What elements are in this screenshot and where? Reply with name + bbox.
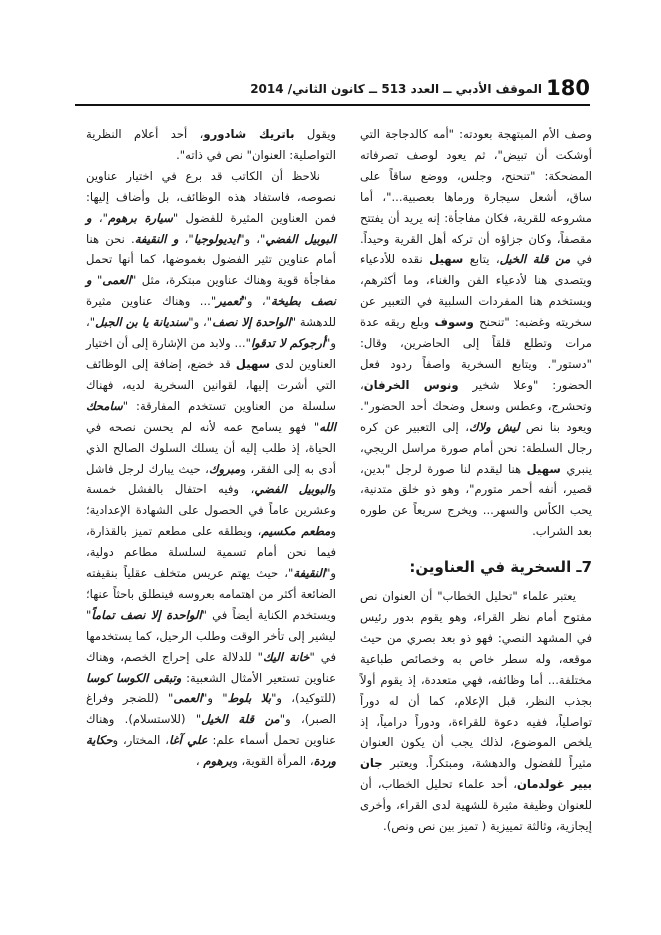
text-span: ايديولوجيا [193, 231, 240, 246]
text-span: ، يتابع [469, 252, 500, 267]
page-number: 180 [546, 76, 590, 100]
text-span: و البوبيل الفضي [86, 210, 336, 246]
text-span: ... وهناك عناوين مثيرة للدهشة " [86, 294, 337, 330]
paragraph [86, 124, 336, 166]
text-span: ، ويطلقه على مطعم تميز بالقذارة، فيما نحن أمام تسمية لسلسلة مطاعم دولية، و" [86, 524, 336, 581]
text-span: البوبيل الفضي [254, 482, 331, 497]
page-header [75, 74, 590, 106]
running-head: الموقف الأدبي ــ العدد 513 ــ كانون الثاني/ 2014 [250, 82, 542, 96]
text-span: ويقول [306, 127, 337, 141]
text-span: وتبقى الكوسا كوسا [86, 670, 182, 685]
text-span: نقده للأدعياء ويتصدى هنا لأدعياء الفن والغناء، وما أكثرهم، ويستخدم هنا المفردات السلبية في التعبير عن سخريته وغضبه: "تنحنح [360, 252, 592, 330]
text-span: ، المختار، و [112, 733, 170, 748]
text-span: سيارة برهوم [107, 210, 173, 225]
text-span: "، حيث يهتم عريس متخلف عقلياً بنقيفته الضائعة أكثر من اهتمامه بعروسه فينطلق باحثاً عنها؛ ويستخدم الكناية أيضاً في " [86, 566, 336, 622]
text-span: " فهو يسامح عمه لأنه لم يحسن نصحه في الحياة، إذ طلب إليه أن يسلك السلوك الصالح الذي أدى به إلى الفقر، و [86, 419, 336, 476]
text-span: ، إلى التعبير عن كره رجال السلطة: نحن أمام صورة مراسل الريجي، ينبري [360, 419, 593, 476]
text-span: سهيل [235, 356, 271, 371]
text-span: ، المرأة القوية، و [232, 754, 314, 769]
text-span: يعتبر علماء "تحليل الخطاب" أن العنوان نص مفتوح أمام نظر القراء، وهو يقوم بدور رئيس في المشهد النصي: فهو ذو بعد بصري من حيث موقعه، وله سطر خاص به وخصائص طباعية مختلفة... أما وظائفه، فهي متعددة، إذ يقوم أولاً بجذب النظر، قبل الإعلام، كما أن له دوراً تواصلياً، ففيه دعوة للقراءة، ودوراً درامياً، إذ يلخص الموضوع، لذلك يجب أن يكون العنوان مثيراً للفضول والدهشة، ومبتكراً. ويعتبر [360, 589, 593, 771]
text-span: ، [195, 754, 200, 769]
scholar-name: باتريك شادورو [203, 127, 295, 141]
text-span: " (للضجر وفراغ الصبر)، و" [86, 691, 336, 727]
text-span: ، حيث يبارك لرجل فاشل و [86, 461, 336, 497]
right-column [360, 124, 592, 837]
text-span: سنديانة يا بن الجبل [95, 315, 189, 330]
text-span: هنا ليقدم لنا صورة لرجل "بدين، قصير، أنفه أحمر متورم"، وهو ذو خلق متدنية، يحب الكأس والسهر... ويخرج سريعاً عن طوره بعد الشراب. [360, 461, 592, 539]
text-span: نلاحظ أن الكاتب قد برع في اختيار عناوين نصوصه، فاستفاد هذه الوظائف، بل وأضاف إليها: فمن العناوين المثيرة للفضول " [86, 168, 336, 225]
scholar-name: جان بيير غولدمان [360, 756, 592, 792]
left-column [86, 124, 336, 772]
text-span: العمى [102, 273, 132, 288]
text-span: " للدلالة على إحراج الخصم، وهناك عناوين تستعير الأمثال الشعبية: [86, 649, 336, 685]
text-span: وصف الأم المبتهجة بعودته: "أمه كالدجاجة التي أوشكت أن تبيض"، ثم يعود لوصف تصرفاته المضحكة: "تنحنح، وجلس، ووضع ساقاً على ساق، أشعل سيجارة ورماها بعصبية..."، أما مشروعه للقرية، فكان مفاجأة: إنه يريد أن يفتتح مقصفاً، وكان جزاؤه أن تركه أهل القرية وحيداً. في [360, 127, 593, 267]
text-span: . نحن هنا أمام عناوين تثير الفضول بغموضها، كما أنها تحمل مفاجأة قوية وهناك عناوين مبتكرة، مثل [86, 231, 336, 288]
emphasis: ليش ولاك [468, 419, 520, 434]
text-span: العمى [173, 691, 203, 706]
text-span: الواحدة إلا نصف تماماً [91, 607, 202, 622]
paragraph [360, 124, 592, 542]
text-span: برهوم [203, 754, 233, 769]
text-span: الواحدة إلا نصف [212, 315, 291, 330]
header-rule [75, 104, 590, 106]
text-span: ... ولابد من الإشارة إلى أن اختيار العناوين لدى [86, 336, 336, 371]
text-span: خانة اليك [262, 649, 310, 664]
character-name: وسوف [434, 315, 474, 330]
text-span: بلا بلوط [227, 691, 272, 706]
text-span: " و" [202, 691, 228, 706]
text-span: ، وفيه احتفال بالفشل خمسة وعشرين عاماً في الحصول على الشهادة الإعدادية؛ و [86, 482, 336, 539]
author-name: سهيل [429, 252, 464, 267]
emphasis: من قلة الخيل [499, 252, 571, 267]
text-span: و النقيفة [134, 231, 179, 246]
character-name: ونوس الخرفان [363, 377, 459, 392]
text-span: أرجوكم لا تدقوا [250, 336, 326, 351]
text-span: تُعمير [216, 294, 242, 309]
text-span: علي آغا [169, 733, 208, 748]
text-span: قد خضع، إضافة إلى الوظائف التي أشرت إليها، لقوانين السخرية لديه، فهناك سلسلة من العناوين تستخدم المفارقة: " [86, 356, 336, 413]
paragraph: نلاحظ أن الكاتب قد برع في اختيار عناوين نصوصه، فاستفاد هذه الوظائف، بل وأضاف إليها: فمن العناوين المثيرة للفضول "سيارة برهوم"، و البوبيل الفضي"، و"ايديولوجيا"، و النقيفة. نحن هنا أمام عناوين تثير الفضول بغموضها، كما أنها تحمل مفاجأة قوية وهناك عناوين مبتكرة، مثل "العمى" و نصف بطيخة"، و"تُعمير"... وهناك عناوين مثيرة للدهشة "الواحدة إلا نصف"، و"سنديانة يا بن الجبل"، و"أرجوكم لا تدقوا"... ولابد من الإشارة إلى أن اختيار العناوين لدى سهيل قد خضع، إضافة إلى الوظائف التي أشرت إليها، لقوانين السخرية لديه، فهناك سلسلة من العناوين تستخدم المفارقة: "سامحك الله" فهو يسامح عمه لأنه لم يحسن نصحه في الحياة، إذ طلب إليه أن يسلك السلوك الصالح الذي أدى به إلى الفقر، ومبروك، حيث يبارك لرجل فاشل والبوبيل الفضي، وفيه احتفال بالفشل خمسة وعشرين عاماً في الحصول على الشهادة الإعدادية؛ ومطعم مكسيم، ويطلقه على مطعم تميز بالقذارة، فيما نحن أمام تسمية لسلسلة مطاعم دولية، و"النقيفة"، حيث يهتم عريس متخلف عقلياً بنقيفته الضائعة أكثر من اهتمامه بعروسه فينطلق باحثاً عنها؛ ويستخدم الكناية أيضاً في "الواحدة إلا نصف تماماً" ليشير إلى تأخر الوقت وطلب الرحيل، كما يستخدمها في "خانة اليك" للدلالة على إحراج الخصم، وهناك عناوين تستعير الأمثال الشعبية: وتبقى الكوسا كوسا (للتوكيد)، و"بلا بلوط" و"العمى" (للضجر وفراغ الصبر)، و"من قلة الخيل" (للاستسلام). وهناك عناوين تحمل أسماء علم: علي آغا، المختار، وحكاية وردة، المرأة القوية، وبرهوم ، [86, 168, 337, 769]
text-span: " ليشير إلى تأخر الوقت وطلب الرحيل، كما يستخدمها في " [86, 607, 336, 664]
text-span: حكاية وردة [86, 733, 336, 769]
text-span: وبلع ريقه عدة مرات وتطلع قلقاً إلى الحاضرين، وقال: "دستور". ويتابع السخرية واصفاً ردود فعل الحضور: "وعلا شخير [360, 315, 592, 392]
text-span: مطعم مكسيم [261, 524, 331, 539]
text-span: من قلة الخيل [201, 712, 280, 727]
text-span: ، أحد أعلام النظرية التواصلية: العنوان" نص في ذاته". [86, 127, 336, 162]
text-span: النقيفة [293, 566, 326, 581]
text-span: ، وتحشرج، وعطس وسعل وضحك أحد الحضور". ويعود بنا نص [360, 377, 593, 434]
text-span: " (للاستسلام). وهناك عناوين تحمل أسماء علم: [86, 712, 336, 748]
text-span: مبروك [208, 461, 241, 476]
text-span: ، أحد علماء تحليل الخطاب، أن للعنوان وظيفة مثيرة للشهية لدى القراء، وأخرى إيجازية، وثالثة تمييزية ( تميز بين نص ونص). [360, 777, 592, 834]
section-heading: 7ـ السخرية في العناوين: [409, 558, 592, 577]
paragraph [360, 586, 592, 837]
author-name: سهيل [526, 461, 561, 476]
text-span: و نصف بطيخة [86, 273, 336, 309]
text-span: سامحك الله [86, 398, 336, 434]
text-span: (للتوكيد)، و" [271, 691, 336, 706]
